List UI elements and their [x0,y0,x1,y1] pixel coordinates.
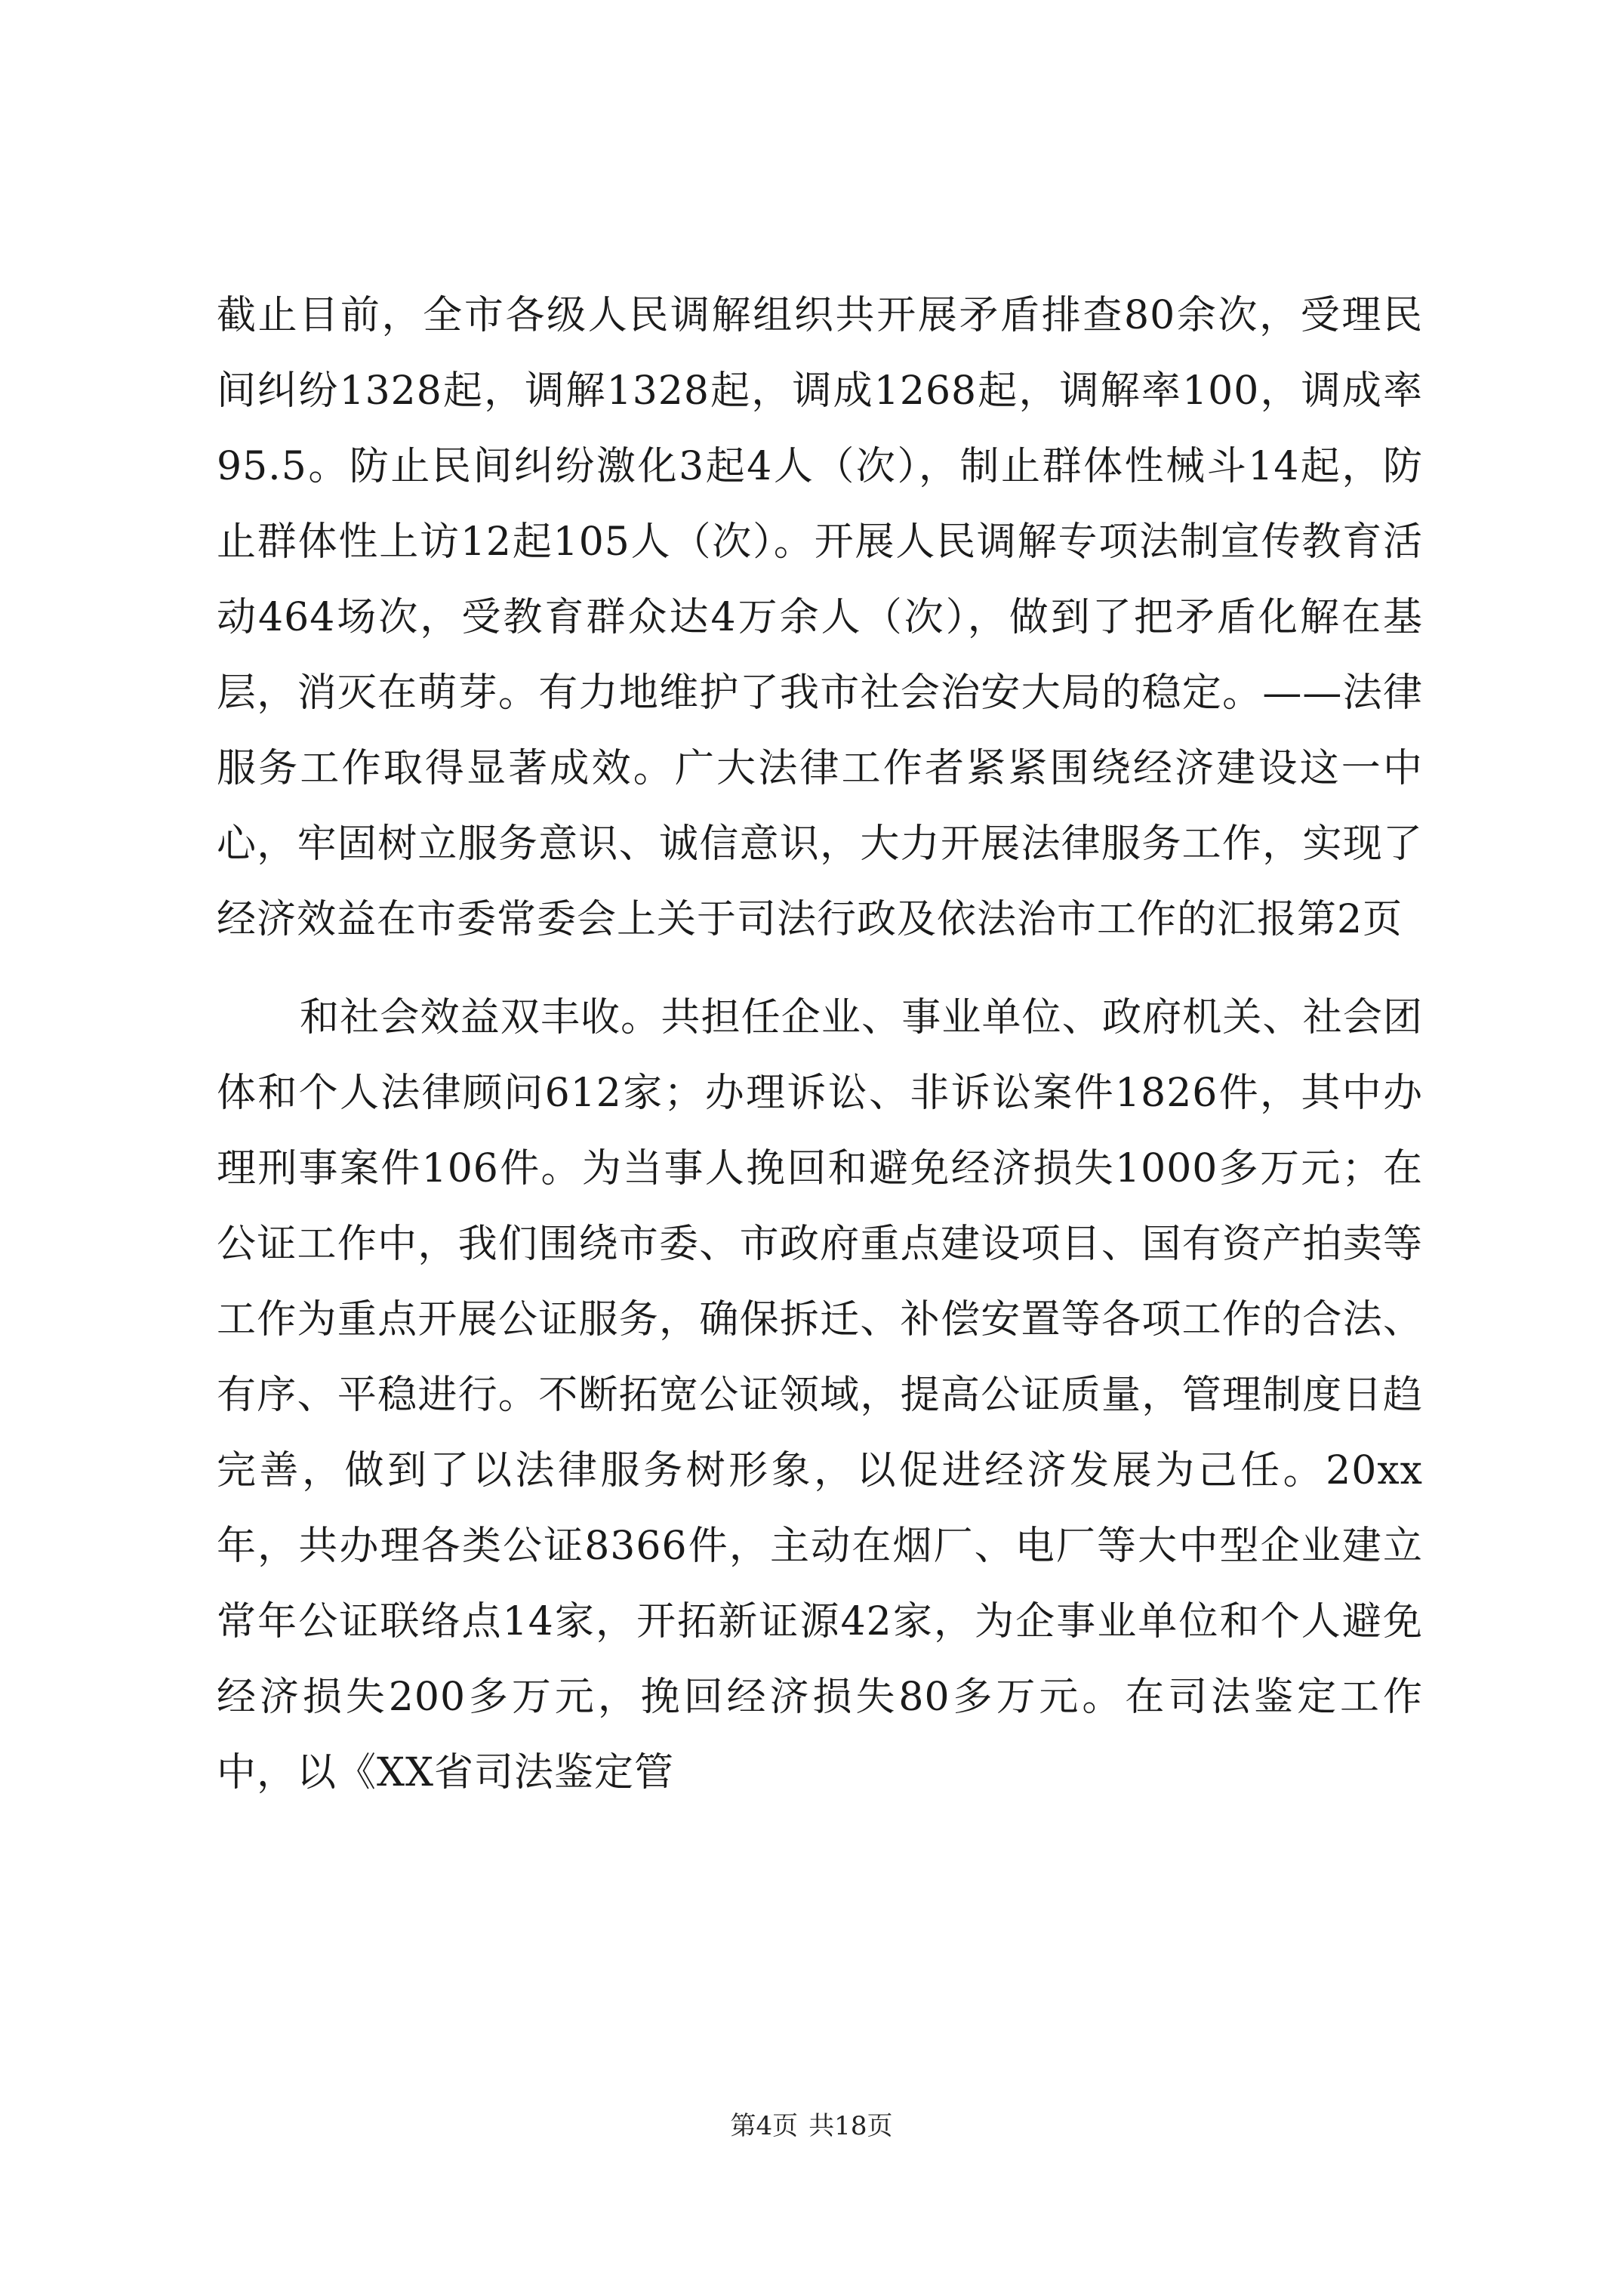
paragraph-2: 和社会效益双丰收。共担任企业、事业单位、政府机关、社会团体和个人法律顾问612家；办理诉讼、非诉讼案件1826件，其中办理刑事案件106件。为当事人挽回和避免经济损失1000多万元；在公证工作中，我们围绕市委、市政府重点建设项目、国有资产拍卖等工作为重点开展公证服务，确保拆迁、补偿安置等各项工作的合法、有序、平稳进行。不断拓宽公证领域，提高公证质量，管理制度日趋完善，做到了以法律服务树形象，以促进经济发展为己任。20xx年，共办理各类公证8366件，主动在烟厂、电厂等大中型企业建立常年公证联络点14家，开拓新证源42家，为企事业单位和个人避免经济损失200多万元，挽回经济损失80多万元。在司法鉴定工作中，以《XX省司法鉴定管 [217,995,1423,1795]
page-number: 第4页 [730,2111,799,2141]
paragraph-1: 截止目前，全市各级人民调解组织共开展矛盾排查80余次，受理民间纠纷1328起，调解1328起，调成1268起，调解率100，调成率95.5。防止民间纠纷激化3起4人（次），制止群体性械斗14起，防止群体性上访12起105人（次）。开展人民调解专项法制宣传教育活动464场次，受教育群众达4万余人（次），做到了把矛盾化解在基层，消灭在萌芽。有力地维护了我市社会治安大局的稳定。——法律服务工作取得显著成效。广大法律工作者紧紧围绕经济建设这一中心，牢固树立服务意识、诚信意识，大力开展法律服务工作，实现了经济效益在市委常委会上关于司法行政及依法治市工作的汇报第2页 [217,293,1423,942]
page-total: 共18页 [808,2111,893,2141]
page-footer [0,2105,1623,2142]
document-body [217,278,1423,1811]
